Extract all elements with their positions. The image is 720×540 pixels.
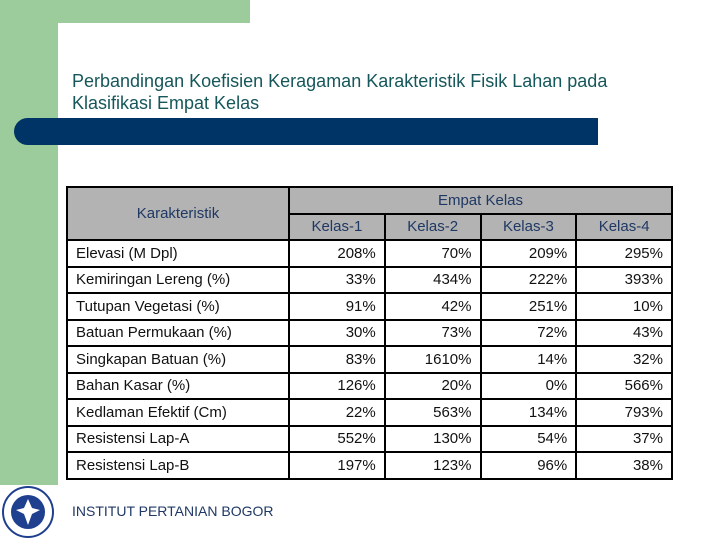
cell-value: 563% [385,399,481,426]
footer-institution: INSTITUT PERTANIAN BOGOR [72,503,274,519]
header-group: Empat Kelas [289,187,672,214]
cell-value: 123% [385,452,481,479]
cell-value: 0% [481,373,577,400]
cell-value: 1610% [385,346,481,373]
cell-value: 37% [576,426,672,453]
decor-green-top [0,0,250,23]
row-label: Bahan Kasar (%) [67,373,289,400]
table-row [67,426,672,453]
cell-value: 73% [385,320,481,347]
data-table [66,186,673,480]
header-class: Kelas-2 [385,214,481,241]
cell-value: 130% [385,426,481,453]
cell-value: 42% [385,293,481,320]
row-label: Batuan Permukaan (%) [67,320,289,347]
cell-value: 22% [289,399,385,426]
slide-title: Perbandingan Koefisien Keragaman Karakteristik Fisik Lahan pada Klasifikasi Empat Kelas [72,71,608,113]
header-class: Kelas-3 [481,214,577,241]
table-row [67,452,672,479]
cell-value: 10% [576,293,672,320]
cell-value: 251% [481,293,577,320]
table-row [67,373,672,400]
table-row [67,267,672,294]
cell-value: 222% [481,267,577,294]
cell-value: 14% [481,346,577,373]
header-characteristic: Karakteristik [67,187,289,240]
table-row [67,320,672,347]
cell-value: 434% [385,267,481,294]
header-class: Kelas-4 [576,214,672,241]
cell-value: 209% [481,240,577,267]
decor-green-strip [0,0,58,485]
cell-value: 43% [576,320,672,347]
ipb-logo [2,486,54,538]
cell-value: 70% [385,240,481,267]
row-label: Tutupan Vegetasi (%) [67,293,289,320]
cell-value: 96% [481,452,577,479]
cell-value: 72% [481,320,577,347]
cell-value: 38% [576,452,672,479]
cell-value: 30% [289,320,385,347]
row-label: Singkapan Batuan (%) [67,346,289,373]
cell-value: 20% [385,373,481,400]
cell-value: 552% [289,426,385,453]
header-class: Kelas-1 [289,214,385,241]
decor-title-bar [14,118,598,145]
cell-value: 83% [289,346,385,373]
cell-value: 126% [289,373,385,400]
row-label: Kemiringan Lereng (%) [67,267,289,294]
row-label: Kedlaman Efektif (Cm) [67,399,289,426]
table-row [67,399,672,426]
table-row [67,293,672,320]
cell-value: 566% [576,373,672,400]
cell-value: 295% [576,240,672,267]
cell-value: 208% [289,240,385,267]
table-row [67,346,672,373]
cell-value: 33% [289,267,385,294]
row-label: Resistensi Lap-A [67,426,289,453]
cell-value: 134% [481,399,577,426]
cell-value: 197% [289,452,385,479]
cell-value: 393% [576,267,672,294]
cell-value: 54% [481,426,577,453]
cell-value: 793% [576,399,672,426]
row-label: Resistensi Lap-B [67,452,289,479]
cell-value: 91% [289,293,385,320]
cell-value: 32% [576,346,672,373]
table-row [67,240,672,267]
row-label: Elevasi (M Dpl) [67,240,289,267]
